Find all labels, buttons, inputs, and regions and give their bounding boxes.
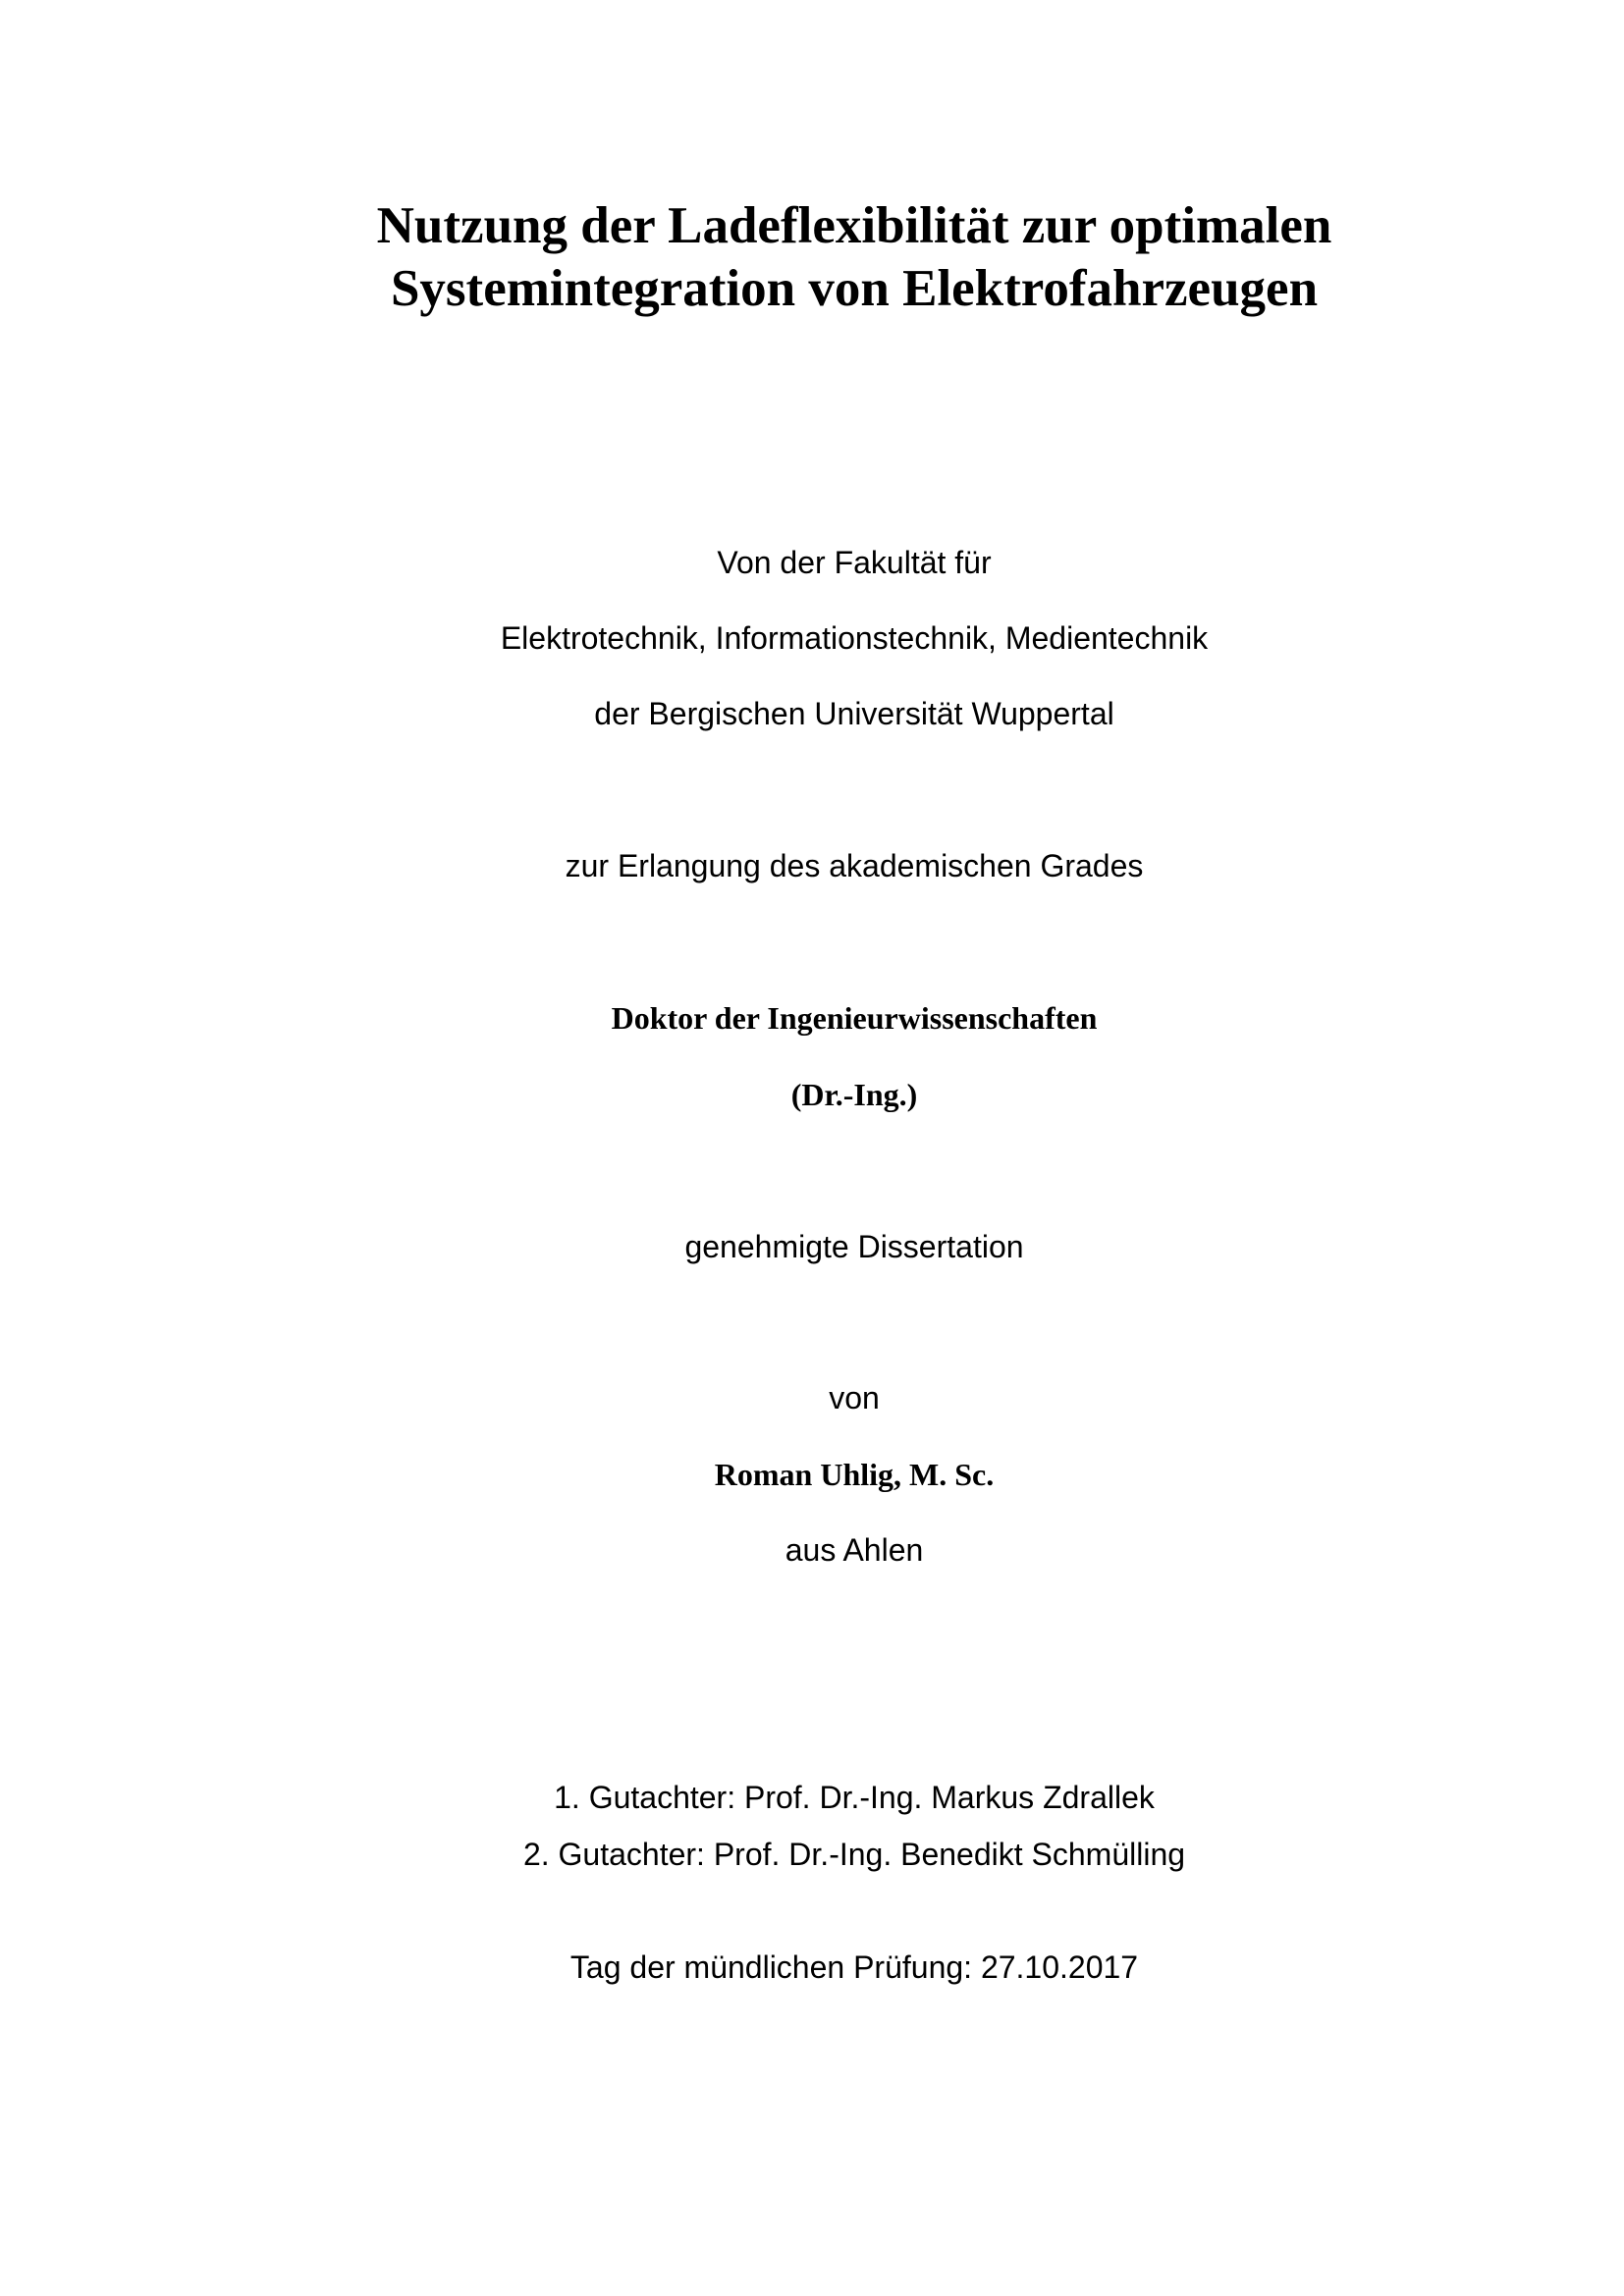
degree-abbreviation: (Dr.-Ing.) — [790, 1077, 918, 1112]
thesis-title-line-2: Systemintegration von Elektrofahrzeugen — [390, 260, 1319, 317]
dissertation-status: genehmigte Dissertation — [684, 1229, 1024, 1264]
degree-intro: zur Erlangung des akademischen Grades — [565, 848, 1144, 883]
reviewer-1: 1. Gutachter: Prof. Dr.-Ing. Markus Zdrallek — [554, 1780, 1155, 1815]
faculty-line-3: der Bergischen Universität Wuppertal — [594, 696, 1114, 731]
degree-name: Doktor der Ingenieurwissenschaften — [611, 1000, 1098, 1036]
thesis-title-line-1: Nutzung der Ladeflexibilität zur optimalen — [376, 197, 1332, 254]
faculty-line-1: Von der Fakultät für — [717, 545, 992, 580]
exam-date: Tag der mündlichen Prüfung: 27.10.2017 — [569, 1949, 1139, 1985]
author-origin: aus Ahlen — [785, 1532, 924, 1568]
author-name: Roman Uhlig, M. Sc. — [714, 1457, 995, 1492]
reviewer-2: 2. Gutachter: Prof. Dr.-Ing. Benedikt Schmülling — [522, 1837, 1186, 1872]
faculty-line-2: Elektrotechnik, Informationstechnik, Medientechnik — [500, 620, 1209, 656]
author-by: von — [829, 1380, 880, 1415]
